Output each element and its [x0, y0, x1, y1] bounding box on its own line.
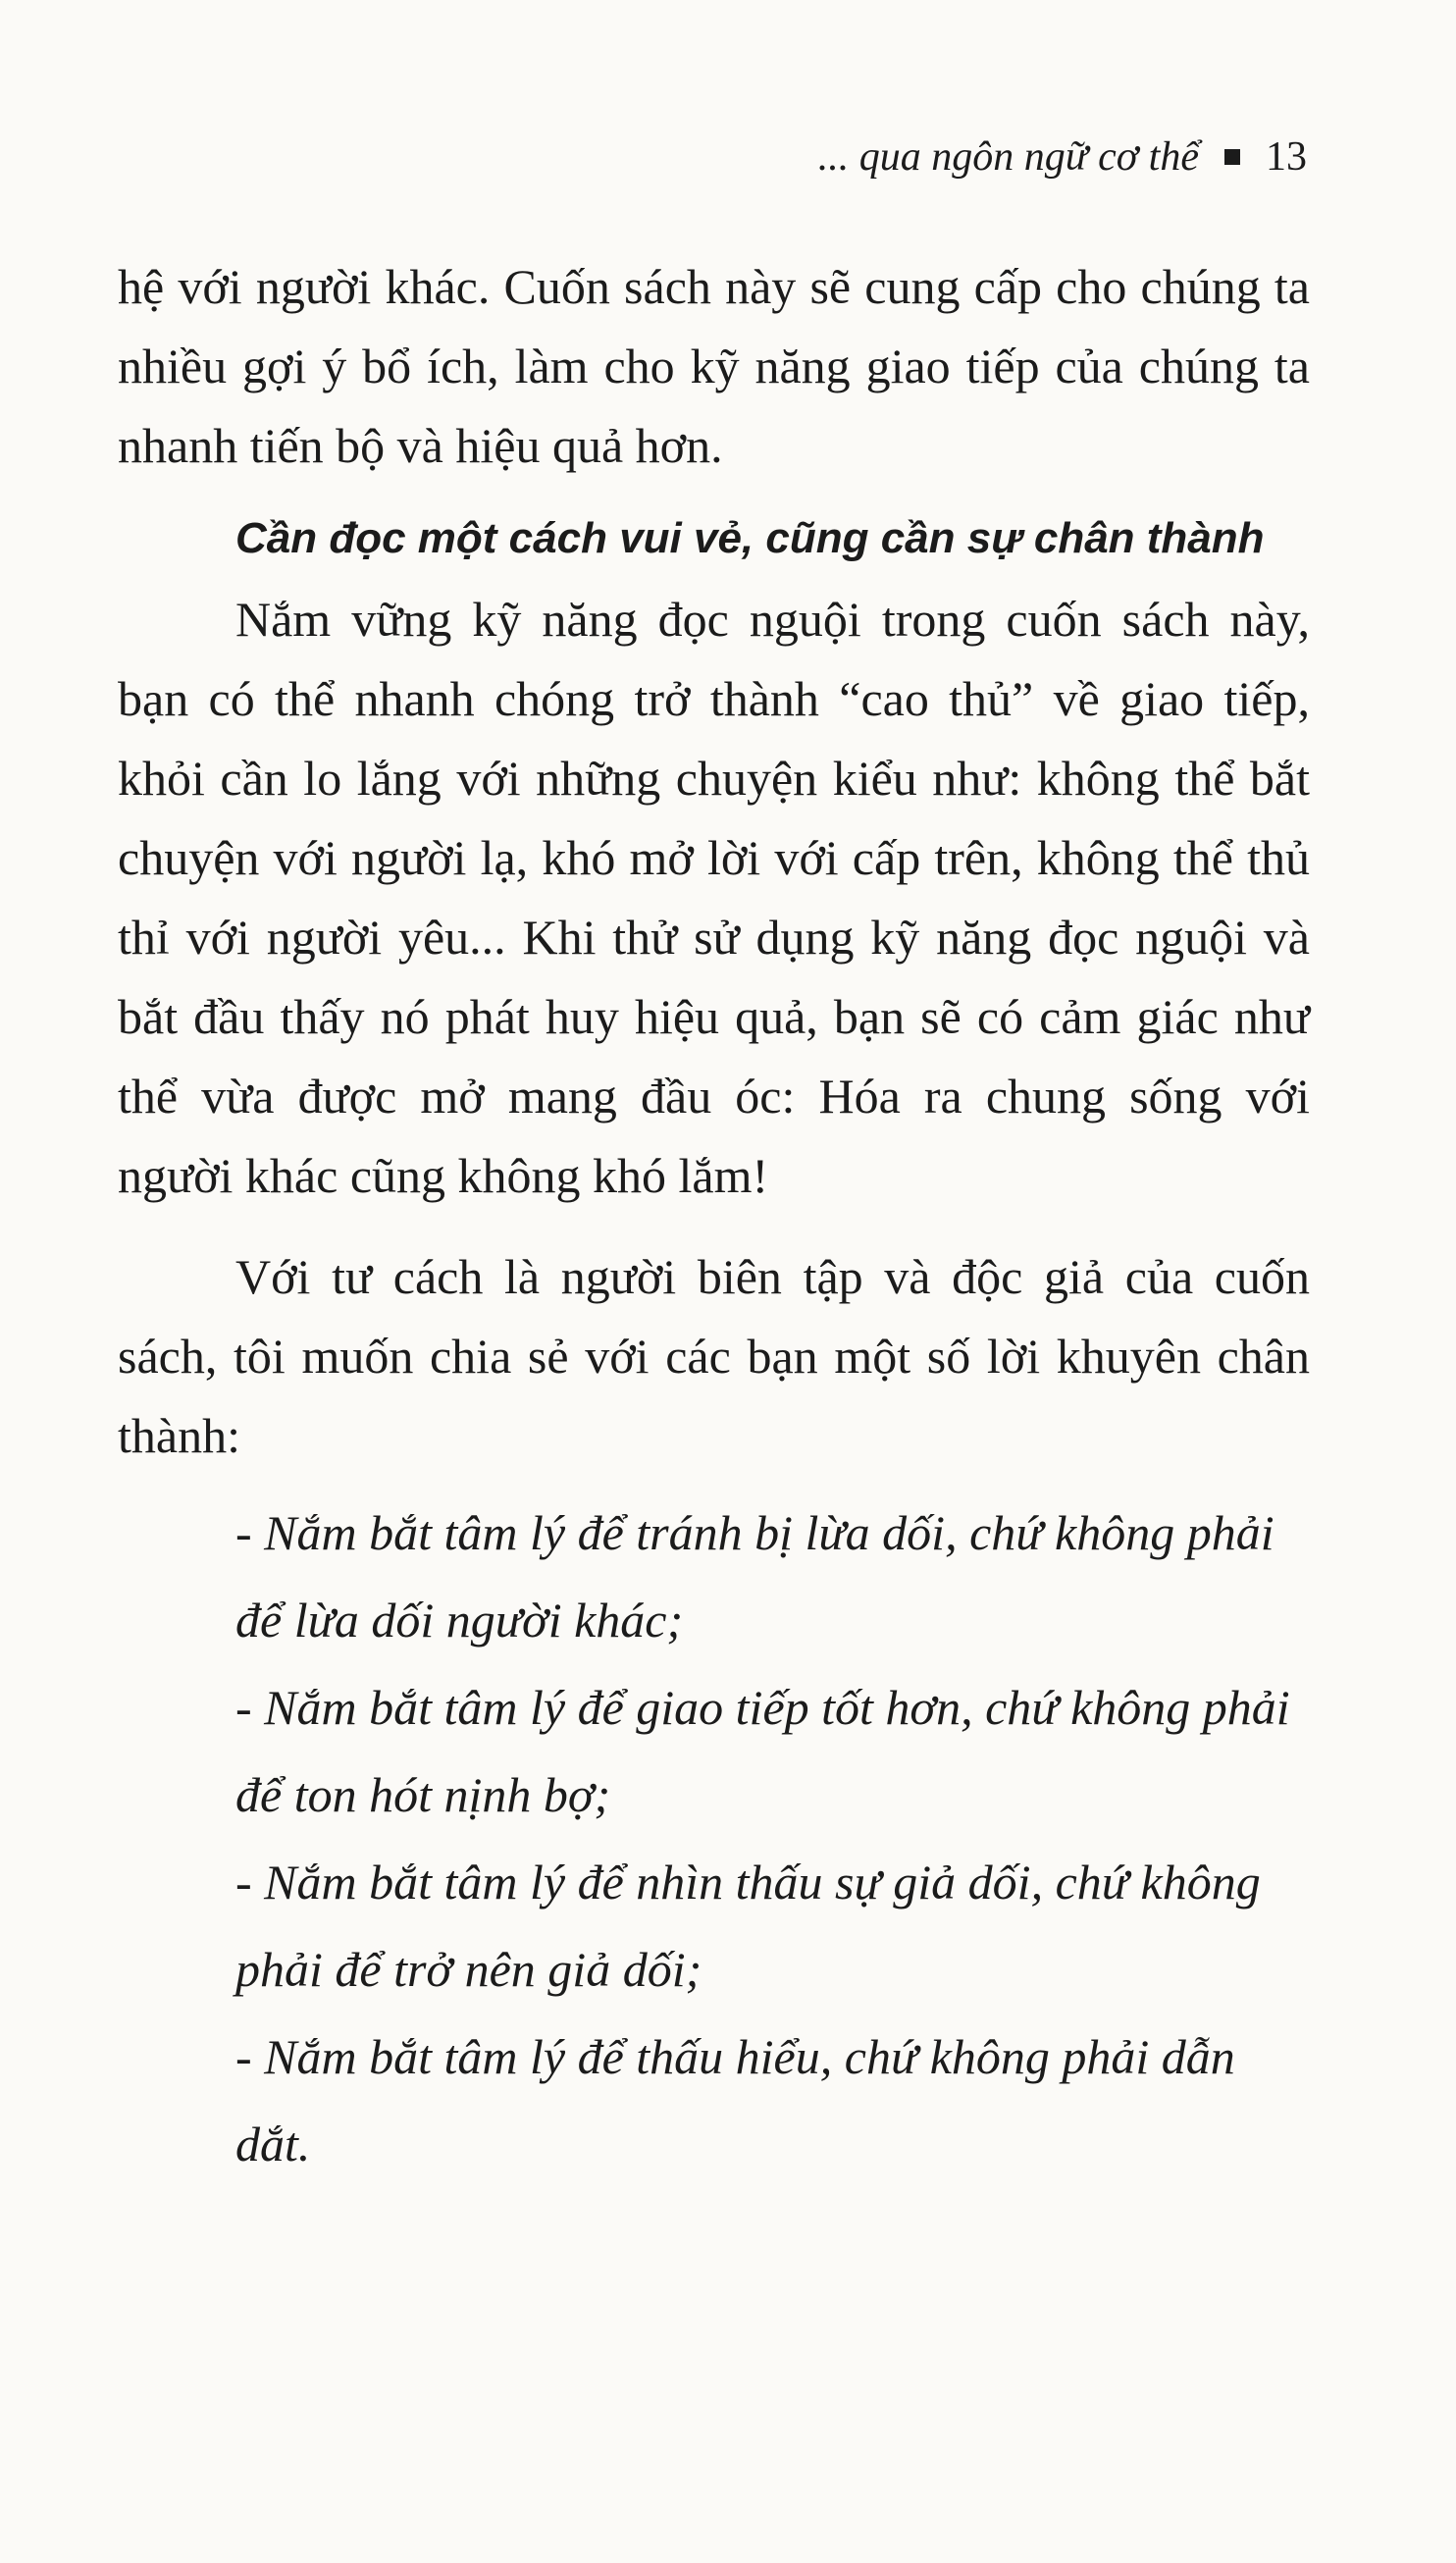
advice-item: - Nắm bắt tâm lý để thấu hiểu, chứ không phải dẫn dắt. [235, 2029, 1235, 2171]
page-number: 13 [1266, 134, 1307, 180]
running-head [818, 133, 1307, 181]
advice-item: - Nắm bắt tâm lý để nhìn thấu sự giả dối, chứ không phải để trở nên giả dối; [235, 1855, 1261, 1997]
paragraph-2: Với tư cách là người biên tập và độc giả của cuốn sách, tôi muốn chia sẻ với các bạn một số lời khuyên chân thành: [118, 1249, 1310, 1463]
paragraph-continued: hệ với người khác. Cuốn sách này sẽ cung cấp cho chúng ta nhiều gợi ý bổ ích, làm cho kỹ năng giao tiếp của chúng ta nhanh tiến bộ và hiệu quả hơn. [118, 259, 1310, 473]
advice-item: - Nắm bắt tâm lý để giao tiếp tốt hơn, chứ không phải để ton hót nịnh bợ; [235, 1680, 1290, 1822]
square-bullet-icon [1224, 149, 1240, 165]
body-text [118, 247, 1310, 2188]
advice-list [118, 1490, 1310, 2188]
section-subheading: Cần đọc một cách vui vẻ, cũng cần sự chân thành [235, 514, 1265, 562]
running-title: ... qua ngôn ngữ cơ thể [817, 134, 1199, 180]
advice-item: - Nắm bắt tâm lý để tránh bị lừa dối, chứ không phải để lừa dối người khác; [235, 1505, 1274, 1648]
paragraph-1: Nắm vững kỹ năng đọc nguội trong cuốn sách này, bạn có thể nhanh chóng trở thành “cao thủ” về giao tiếp, khỏi cần lo lắng với những chuyện kiểu như: không thể bắt chuyện với người lạ, khó mở lời với cấp trên, không thể thủ thỉ với người yêu... Khi thử sử dụng kỹ năng đọc nguội và bắt đầu thấy nó phát huy hiệu quả, bạn sẽ có cảm giác như thể vừa được mở mang đầu óc: Hóa ra chung sống với người khác cũng không khó lắm! [118, 592, 1310, 1203]
